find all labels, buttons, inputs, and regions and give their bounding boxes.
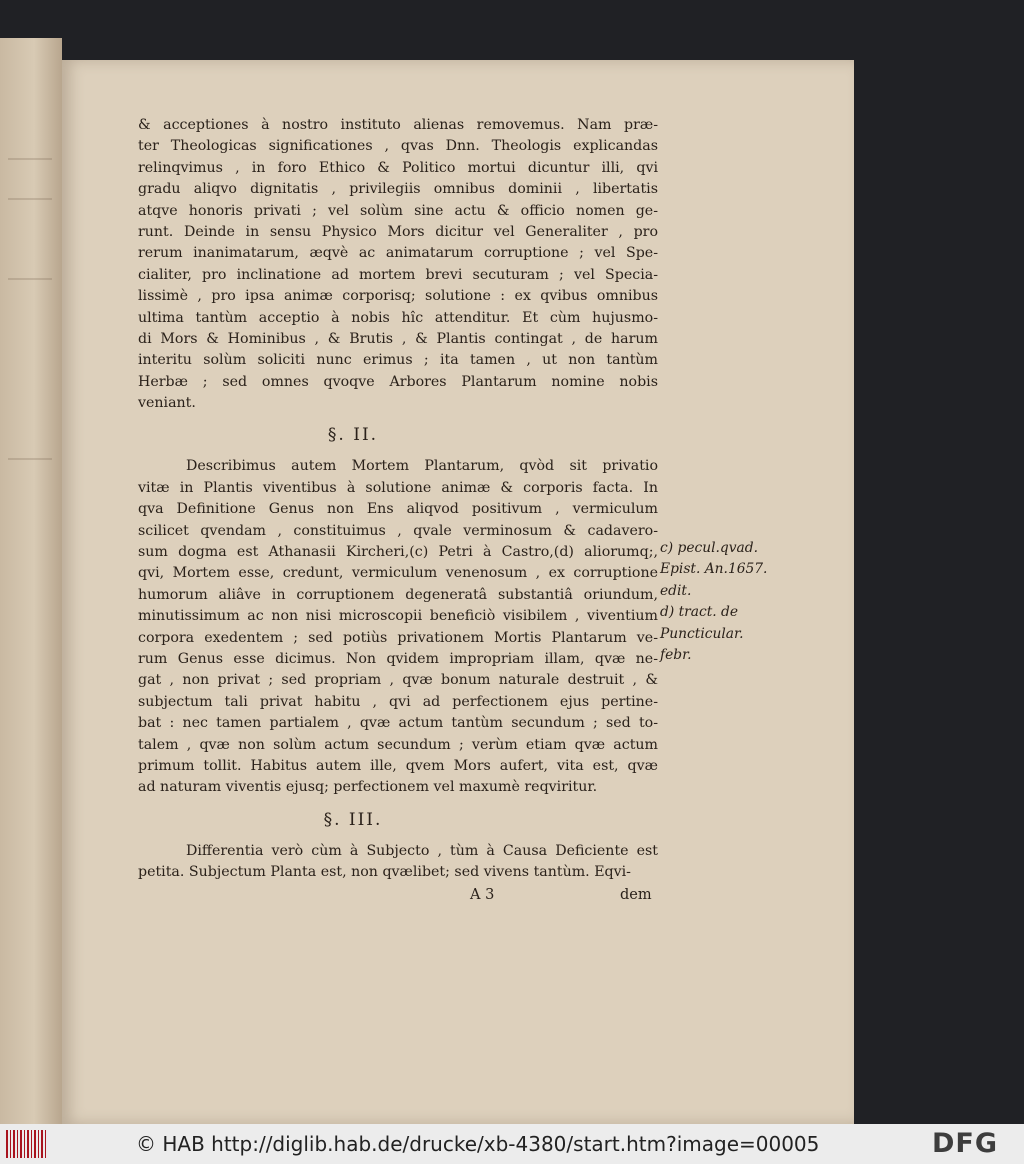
text-line: interitu solùm soliciti nunc erimus ; ita tamen , ut non tantùm	[138, 352, 658, 369]
section-heading-2: §. II.	[327, 425, 379, 446]
footer-bar	[0, 1124, 1024, 1164]
text-line: relinqvimus , in foro Ethico & Politico mortui dicuntur illi, qvi	[138, 159, 658, 176]
show-through-mark	[8, 458, 52, 460]
text-line: ad naturam viventis ejusq; perfectionem vel maxumè reqviritur.	[138, 779, 598, 796]
section-2-paragraph	[138, 456, 658, 798]
text-line: Differentia verò cùm à Subjecto , tùm à Causa Deficiente est	[186, 842, 658, 859]
page-text	[138, 115, 658, 884]
copyright-link[interactable]: © HAB http://diglib.hab.de/drucke/xb-4380/start.htm?image=00005	[136, 1132, 820, 1156]
catchword: dem	[620, 887, 652, 903]
margin-note-line: d) tract. de	[660, 604, 739, 621]
text-line: corpora exedentem ; sed potiùs privationem Mortis Plantarum ve-	[138, 629, 658, 646]
margin-note-line: Puncticular.	[660, 625, 744, 642]
text-line: Describimus autem Mortem Plantarum, qvòd sit privatio	[186, 458, 658, 475]
text-line: talem , qvæ non solùm actum secundum ; verùm etiam qvæ actum	[138, 736, 658, 753]
text-line: vitæ in Plantis viventibus à solutione animæ & corporis facta. In	[138, 479, 658, 496]
text-line: ter Theologicas significationes , qvas Dnn. Theologis explicandas	[138, 138, 658, 155]
text-line: di Mors & Hominibus , & Brutis , & Plantis contingat , de harum	[138, 330, 658, 347]
section-heading-3: §. III.	[323, 809, 383, 830]
previous-page-edge	[0, 38, 62, 1124]
margin-note-line: c) pecul.qvad.	[660, 540, 758, 556]
show-through-mark	[8, 158, 52, 160]
text-line: humorum aliâve in corruptionem degeneratâ substantiâ oriundum,	[138, 586, 658, 603]
hab-barcode-icon	[6, 1130, 46, 1158]
signature-mark: A 3	[470, 887, 495, 903]
section-3-paragraph	[138, 841, 658, 884]
text-line: petita. Subjectum Planta est, non qvælibet; sed vivens tantùm. Eqvi-	[138, 864, 631, 881]
show-through-mark	[8, 198, 52, 200]
margin-note-line: Epist. An.1657.	[660, 561, 768, 578]
text-line: subjectum tali privat habitu , qvi ad perfectionem ejus pertine-	[138, 693, 658, 710]
margin-note-line: febr.	[660, 647, 692, 664]
text-line: lissimè , pro ipsa animæ corporisq; solutione : ex qvibus omnibus	[138, 288, 658, 305]
show-through-mark	[8, 278, 52, 280]
margin-note-line: edit.	[660, 582, 692, 599]
text-line: cialiter, pro inclinatione ad mortem brevi secuturam ; vel Specia-	[138, 266, 658, 283]
text-line: qvi, Mortem esse, credunt, vermiculum venenosum , ex corruptione	[138, 565, 658, 582]
text-line: rum Genus esse dicimus. Non qvidem impropriam illam, qvæ ne-	[138, 650, 658, 667]
text-line: qva Definitione Genus non Ens aliqvod positivum , vermiculum	[138, 501, 658, 518]
text-line: Herbæ ; sed omnes qvoqve Arbores Plantarum nomine nobis	[138, 373, 658, 390]
text-line: sum dogma est Athanasii Kircheri,(c) Petri à Castro,(d) aliorumq;,	[138, 544, 658, 561]
text-line: minutissimum ac non nisi microscopii beneficiò visibilem , viventium	[138, 608, 658, 625]
text-line: rerum inanimatarum, æqvè ac animatarum corruptione ; vel Spe-	[138, 245, 658, 262]
text-line: & acceptiones à nostro instituto alienas removemus. Nam præ-	[138, 117, 658, 133]
text-line: runt. Deinde in sensu Physico Mors dicitur vel Generaliter , pro	[138, 223, 658, 240]
text-line: primum tollit. Habitus autem ille, qvem Mors aufert, vita est, qvæ	[138, 757, 658, 774]
text-line: scilicet qvendam , constituimus , qvale verminosum & cadavero-	[138, 522, 658, 539]
text-line: gat , non privat ; sed propriam , qvæ bonum naturale destruit , &	[138, 672, 658, 689]
text-line: gradu aliqvo dignitatis , privilegiis omnibus dominii , libertatis	[138, 181, 658, 198]
intro-paragraph	[138, 115, 658, 414]
text-line: atqve honoris privati ; vel solùm sine actu & officio nomen ge-	[138, 202, 658, 219]
text-line: veniant.	[138, 395, 196, 412]
text-line: ultima tantùm acceptio à nobis hîc attenditur. Et cùm hujusmo-	[138, 309, 658, 326]
text-line: bat : nec tamen partialem , qvæ actum tantùm secundum ; sed to-	[138, 715, 658, 732]
dfg-logo: DFG	[932, 1128, 999, 1159]
margin-notes	[660, 538, 780, 666]
